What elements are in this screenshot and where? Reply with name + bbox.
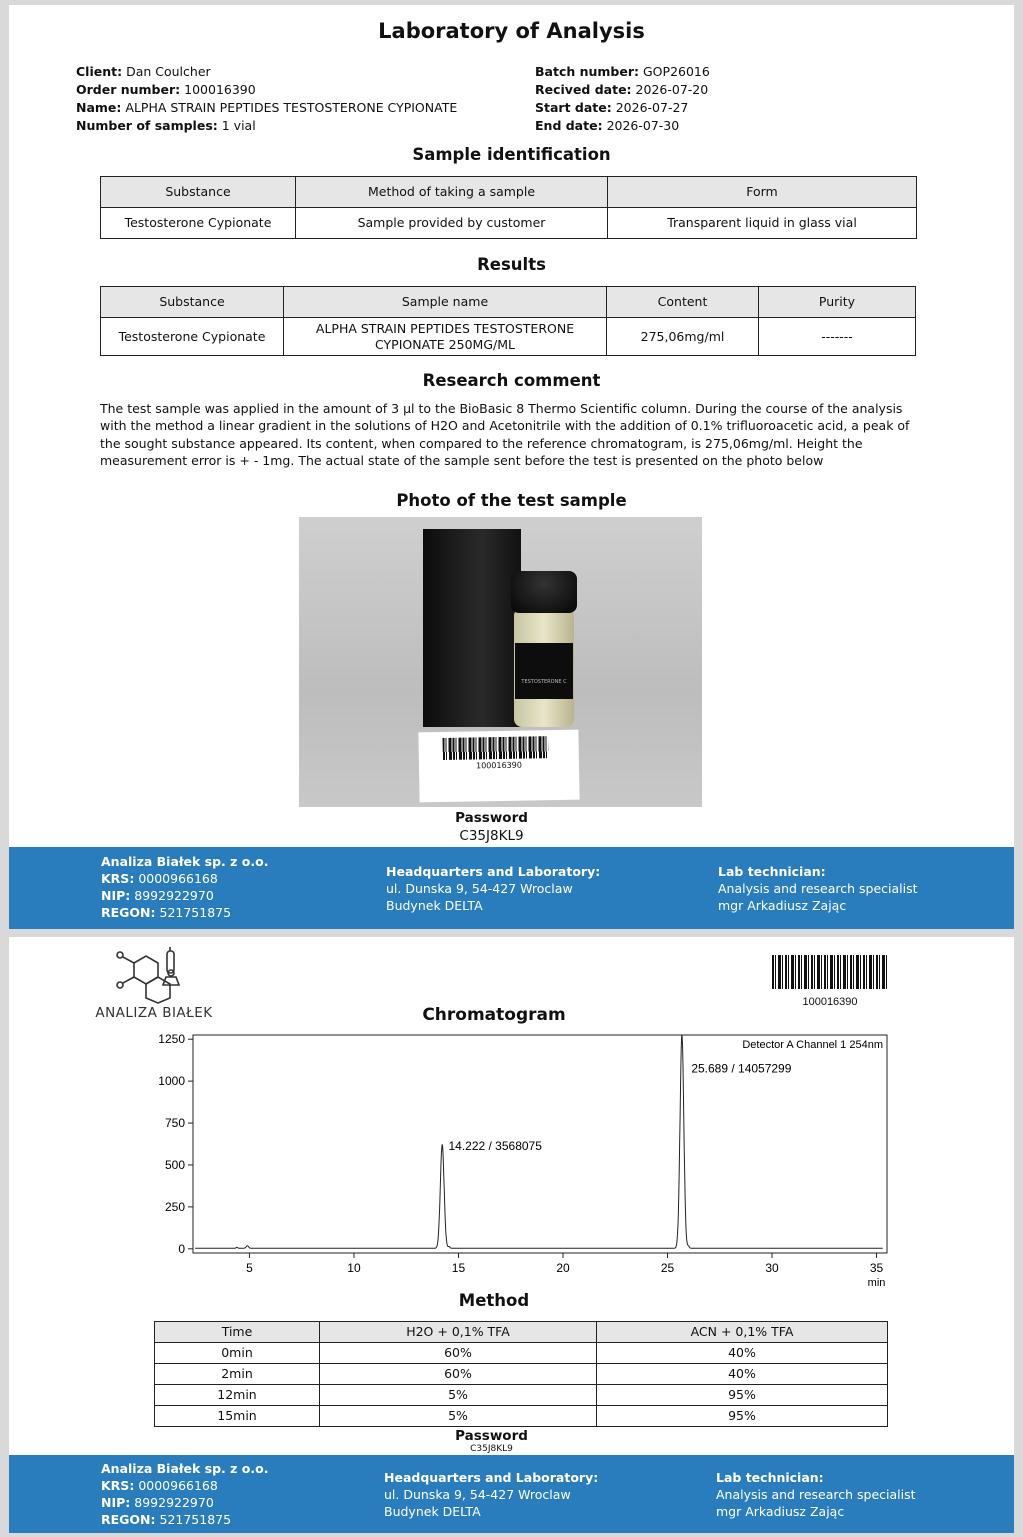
y-tick-label: 1250 <box>158 1032 185 1047</box>
table-cell: 40% <box>597 1343 888 1364</box>
page-footer <box>9 1455 1014 1533</box>
detector-legend: Detector A Channel 1 254nm <box>742 1039 883 1051</box>
x-tick-label: 10 <box>347 1261 361 1275</box>
table-header-cell: Purity <box>759 287 916 318</box>
table-cell: 95% <box>597 1385 888 1406</box>
table-cell: 60% <box>320 1364 597 1385</box>
barcode-card <box>418 730 579 803</box>
table-header-cell: Substance <box>101 287 284 318</box>
table-cell: 275,06mg/ml <box>607 318 759 356</box>
password-value: C35J8KL9 <box>470 1444 513 1454</box>
x-tick-label: 30 <box>765 1261 779 1275</box>
results-table <box>100 286 916 356</box>
results-title: Results <box>477 255 546 274</box>
sample-count-row: Number of samples: 1 vial <box>76 118 256 133</box>
research-comment-title: Research comment <box>422 371 601 390</box>
x-tick-label: 15 <box>451 1261 466 1275</box>
barcode-number: 100016390 <box>476 760 522 771</box>
client-row: Client: Dan Coulcher <box>76 64 211 79</box>
table-row <box>101 318 916 356</box>
peak-label: 25.689 / 14057299 <box>691 1061 792 1076</box>
batch-info <box>535 63 710 135</box>
table-header-cell: Sample name <box>284 287 607 318</box>
y-tick-label: 1000 <box>158 1074 185 1089</box>
y-tick-label: 750 <box>164 1116 185 1131</box>
table-cell: 40% <box>597 1364 888 1385</box>
table-header-row <box>101 177 917 208</box>
table-header-cell: Substance <box>101 177 296 208</box>
x-axis-unit: min <box>867 1277 886 1289</box>
vial <box>511 571 577 727</box>
footer-headquarters: Headquarters and Laboratory: ul. Dunska 9, 54-427 Wroclaw Budynek DELTA <box>386 864 601 913</box>
table-cell: 0min <box>155 1343 320 1364</box>
test-sample-photo <box>299 517 702 807</box>
table-row <box>155 1364 888 1385</box>
page-footer <box>9 847 1014 929</box>
photo-title: Photo of the test sample <box>396 491 627 510</box>
y-tick-label: 250 <box>164 1199 185 1214</box>
footer-headquarters: Headquarters and Laboratory: ul. Dunska 9, 54-427 Wroclaw Budynek DELTA <box>384 1470 599 1519</box>
table-row <box>155 1385 888 1406</box>
password-label: Password <box>455 810 528 826</box>
table-header-cell: Time <box>155 1322 320 1343</box>
logo-text: ANALIZA BIAŁEK <box>95 1005 213 1021</box>
table-row <box>155 1406 888 1427</box>
table-cell: Testosterone Cypionate <box>101 318 284 356</box>
table-header-cell: Method of taking a sample <box>296 177 608 208</box>
table-row <box>155 1343 888 1364</box>
table-cell: ------- <box>759 318 916 356</box>
table-cell: ALPHA STRAIN PEPTIDES TESTOSTERONE CYPIONATE 250MG/ML <box>284 318 607 356</box>
table-cell: 95% <box>597 1406 888 1427</box>
table-cell: Transparent liquid in glass vial <box>608 208 917 239</box>
client-info <box>76 63 457 135</box>
vial-label: TESTOSTERONE C <box>515 643 573 699</box>
x-tick-label: 25 <box>660 1261 675 1275</box>
table-cell: 5% <box>320 1406 597 1427</box>
table-row <box>101 208 917 239</box>
vial-cap <box>511 571 577 613</box>
barcode-image <box>772 955 888 989</box>
table-cell: 60% <box>320 1343 597 1364</box>
table-cell: 5% <box>320 1385 597 1406</box>
y-tick-label: 0 <box>178 1241 185 1256</box>
batch-number-row: Batch number: GOP26016 <box>535 64 710 79</box>
table-header-cell: H2O + 0,1% TFA <box>320 1322 597 1343</box>
table-cell: Sample provided by customer <box>296 208 608 239</box>
password-label: Password <box>455 1428 528 1444</box>
method-title: Method <box>458 1291 530 1310</box>
end-date-row: End date: 2026-07-30 <box>535 118 680 133</box>
report-title: Laboratory of Analysis <box>378 19 645 43</box>
table-cell: 2min <box>155 1364 320 1385</box>
report-page-2 <box>9 937 1014 1533</box>
chromatogram-chart <box>9 1027 1014 1299</box>
peak-label: 14.222 / 3568075 <box>448 1138 542 1153</box>
table-cell: 15min <box>155 1406 320 1427</box>
table-header-cell: Content <box>607 287 759 318</box>
sample-identification-title: Sample identification <box>412 145 611 164</box>
password-value: C35J8KL9 <box>459 828 524 844</box>
footer-company: Analiza Białek sp. z o.o. KRS: 0000966168 NIP: 8992922970 REGON: 521751875 <box>101 854 269 920</box>
table-header-row <box>101 287 916 318</box>
footer-lab-technician: Lab technician: Analysis and research specialist mgr Arkadiusz Zając <box>716 1470 916 1519</box>
order-number-row: Order number: 100016390 <box>76 82 256 97</box>
research-comment-text: The test sample was applied in the amount of 3 µl to the BioBasic 8 Thermo Scientific column. During the course of the analysis with the method a linear gradient in the solutions of H2O and Acetonitrile with the addition of 0.1% trifluoroacetic acid, a peak of the sought substance appeared. Its content, when compared to the reference chromatogram, is 275,06mg/ml. Height the measurement error is + - 1mg. The actual state of the sample sent before the test is presented on the photo below <box>100 401 910 468</box>
start-date-row: Start date: 2026-07-27 <box>535 100 689 115</box>
molecule-icon <box>89 945 219 1005</box>
table-header-row <box>155 1322 888 1343</box>
method-table <box>154 1321 888 1427</box>
footer-company: Analiza Białek sp. z o.o. KRS: 0000966168 NIP: 8992922970 REGON: 521751875 <box>101 1461 269 1527</box>
y-tick-label: 500 <box>164 1157 185 1172</box>
barcode-image <box>443 736 549 760</box>
barcode-number: 100016390 <box>802 996 858 1008</box>
report-page-1 <box>9 5 1014 929</box>
product-box <box>423 529 521 727</box>
chart-title: Chromatogram <box>422 1005 566 1025</box>
table-cell: 12min <box>155 1385 320 1406</box>
table-header-cell: Form <box>608 177 917 208</box>
product-name-row: Name: ALPHA STRAIN PEPTIDES TESTOSTERONE CYPIONATE <box>76 100 458 115</box>
received-date-row: Recived date: 2026-07-20 <box>535 82 709 97</box>
footer-lab-technician: Lab technician: Analysis and research specialist mgr Arkadiusz Zając <box>718 864 918 913</box>
sample-identification-table <box>100 176 917 239</box>
table-header-cell: ACN + 0,1% TFA <box>597 1322 888 1343</box>
x-tick-label: 35 <box>869 1261 884 1275</box>
x-tick-label: 20 <box>556 1261 570 1275</box>
x-tick-label: 5 <box>246 1261 253 1275</box>
table-cell: Testosterone Cypionate <box>101 208 296 239</box>
